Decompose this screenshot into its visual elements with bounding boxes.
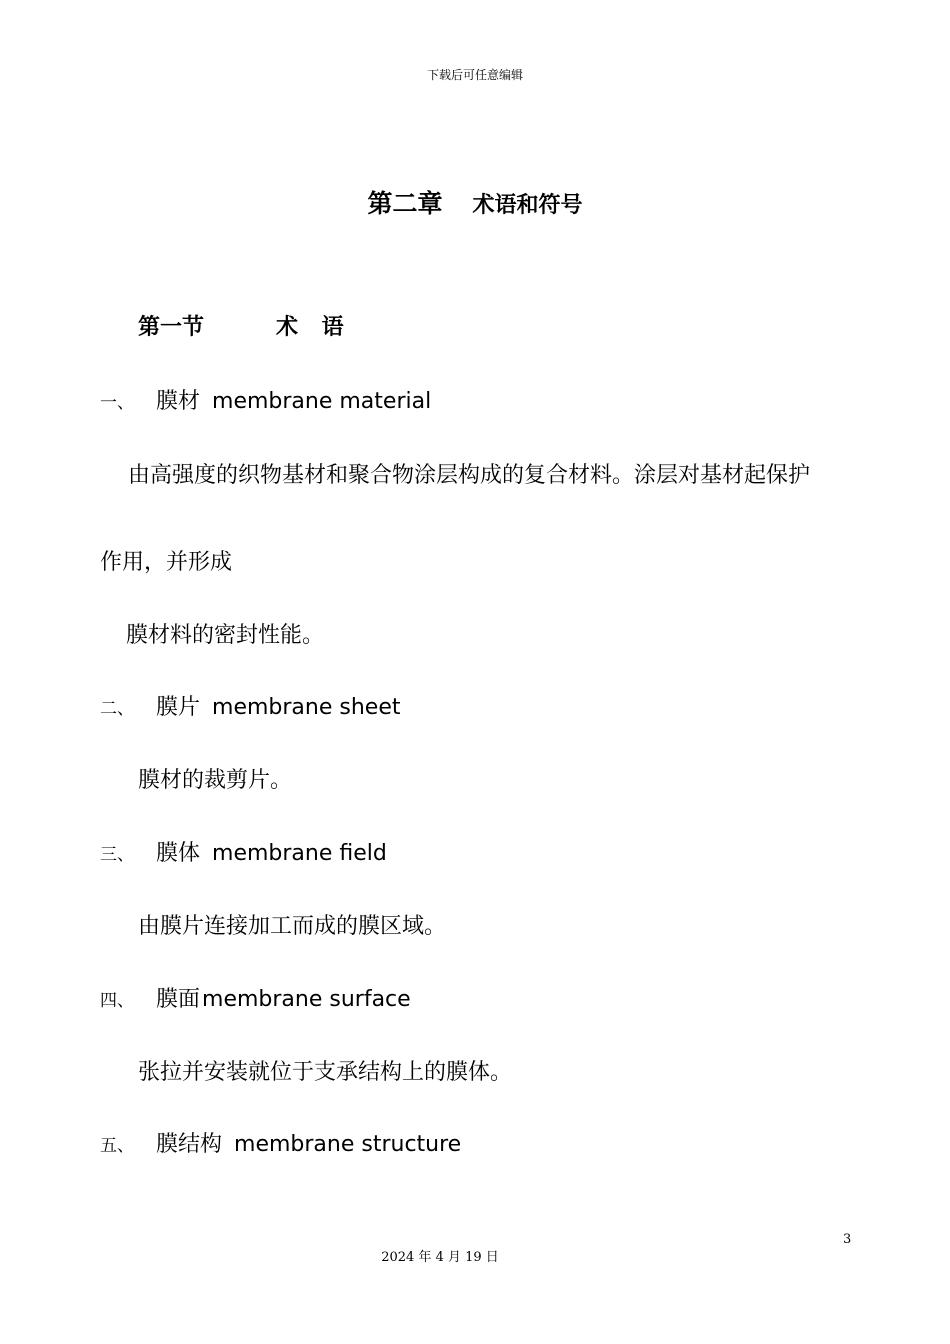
definition-material-line2: 作用，并形成 xyxy=(100,550,233,575)
definition-material-line1: 由高强度的织物基材和聚合物涂层构成的复合材料。涂层对基材起保护 xyxy=(128,463,811,488)
section-title: 术 语 xyxy=(276,315,352,340)
definition-surface: 张拉并安装就位于支承结构上的膜体。 xyxy=(138,1060,513,1085)
section-number: 第一节 xyxy=(138,315,205,340)
term-en: membrane structure xyxy=(234,1132,462,1157)
term-number: 三、 xyxy=(100,845,134,865)
term-number: 五、 xyxy=(100,1136,134,1156)
definition-material-line3: 膜材料的密封性能。 xyxy=(126,623,325,648)
definition-field: 由膜片连接加工而成的膜区域。 xyxy=(138,914,447,939)
term-en: membrane sheet xyxy=(212,695,401,720)
page-footer-date: 2024 年 4 月 19 日 xyxy=(381,1250,499,1265)
term-heading-4 xyxy=(100,982,411,1013)
term-number: 一、 xyxy=(100,393,134,413)
chapter-title: 术语和符号 xyxy=(472,193,583,218)
definition-sheet: 膜材的裁剪片。 xyxy=(138,768,293,793)
chapter-number: 第二章 xyxy=(367,189,443,218)
term-heading-2 xyxy=(100,690,400,721)
term-zh: 膜结构 xyxy=(156,1132,223,1157)
section-heading xyxy=(138,310,352,341)
term-zh: 膜片 xyxy=(156,695,201,720)
term-en: membrane field xyxy=(212,841,387,866)
term-heading-3 xyxy=(100,836,387,867)
term-en: membrane surface xyxy=(202,987,411,1012)
term-heading-5 xyxy=(100,1127,461,1158)
term-zh: 膜材 xyxy=(156,389,201,414)
chapter-heading xyxy=(0,184,950,220)
page-header: 下载后可任意编辑 xyxy=(426,68,523,82)
term-en: membrane material xyxy=(212,389,432,414)
page-number: 3 xyxy=(843,1232,852,1247)
term-zh: 膜面 xyxy=(156,987,201,1012)
term-zh: 膜体 xyxy=(156,841,201,866)
term-number: 二、 xyxy=(100,699,134,719)
term-number: 四、 xyxy=(100,991,134,1011)
term-heading-1 xyxy=(100,384,431,415)
